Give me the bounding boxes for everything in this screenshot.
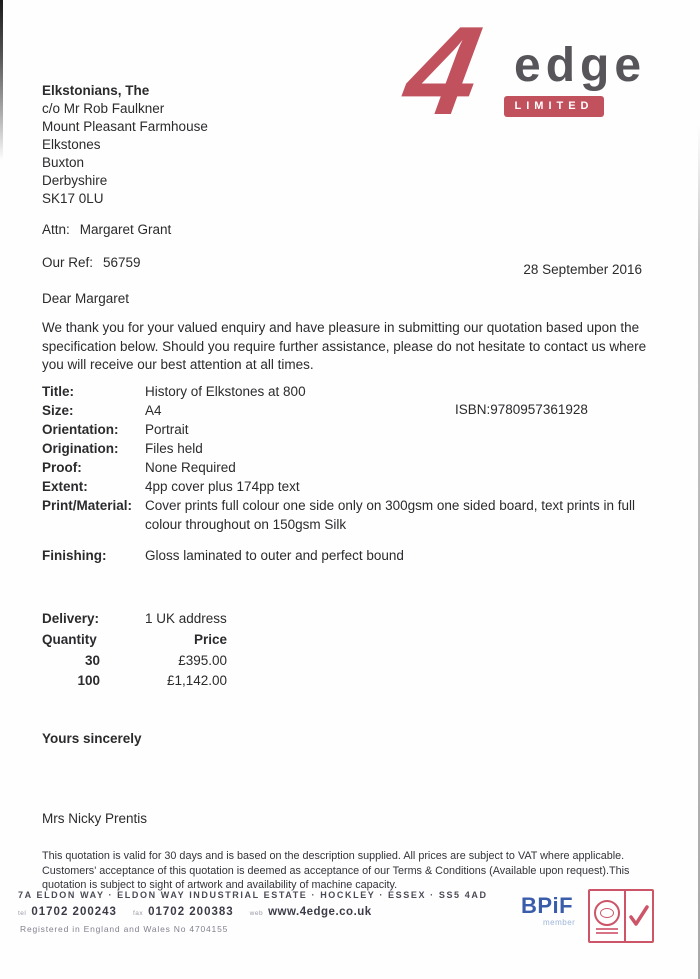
registered-number-line: Registered in England and Wales No 4704155 [20, 924, 229, 934]
isbn-number: ISBN:9780957361928 [455, 402, 588, 417]
finishing-value: Gloss laminated to outer and perfect bound [145, 548, 404, 563]
company-logo [395, 0, 653, 141]
spec-value: A4 [145, 403, 162, 418]
specification-block [42, 382, 664, 534]
recipient-line: Derbyshire [42, 173, 108, 188]
recipient-line: c/o Mr Rob Faulkner [42, 101, 165, 116]
price-row [42, 671, 227, 691]
spec-value: Files held [145, 441, 203, 456]
our-ref-line [42, 255, 141, 270]
bpif-member-logo [521, 895, 575, 927]
spec-label: Title: [42, 384, 75, 399]
spec-label: Origination: [42, 441, 119, 456]
logo-wordmark: edge [514, 39, 647, 92]
pricing-header-row [42, 632, 227, 647]
quantity-header: Quantity [42, 632, 97, 647]
bpif-wordmark: BPiF [521, 893, 574, 918]
spec-value: None Required [145, 460, 236, 475]
quantity-value: 30 [84, 653, 100, 668]
spec-row-orientation [42, 420, 664, 439]
recipient-line: SK17 0LU [42, 191, 104, 206]
price-row [42, 651, 227, 671]
website-url: www.4edge.co.uk [268, 906, 372, 918]
recipient-line: Buxton [42, 155, 85, 170]
logo-numeral: 4 [395, 0, 491, 141]
salutation: Dear Margaret [42, 291, 130, 306]
spec-value: History of Elkstones at 800 [145, 384, 306, 399]
seal-text-line [596, 932, 618, 934]
footer-address: 7A ELDON WAY · ELDON WAY INDUSTRIAL ESTATE · HOCKLEY · ESSEX · SS5 4AD [18, 890, 488, 900]
terms-smallprint: This quotation is valid for 30 days and is based on the description supplied. All prices are subject to VAT where applicable. Customers' acceptance of this quotation is deemed as acceptance of our Terms & Conditions (Available upon request).This quotation is subject to sight of artwork and availability of machine capacity. [42, 850, 630, 891]
spec-row-extent [42, 477, 664, 496]
web-label: web [249, 910, 264, 917]
spec-row-title [42, 382, 664, 401]
letter-date: 28 September 2016 [523, 262, 642, 277]
attn-label: Attn: [42, 222, 70, 237]
checkmark-box [624, 891, 652, 941]
spec-label: Orientation: [42, 422, 119, 437]
signatory-name: Mrs Nicky Prentis [42, 811, 148, 826]
spec-label: Size: [42, 403, 74, 418]
ref-value: 56759 [103, 255, 141, 270]
closing-line: Yours sincerely [42, 731, 142, 746]
tel-label: tel [18, 910, 27, 917]
intro-paragraph: We thank you for your valued enquiry and have pleasure in submitting our quotation based upon the specification below. Should you require further assistance, please do not hesitate to contact us where you will receive our best attention at all times. [42, 320, 647, 372]
price-header: Price [193, 632, 227, 647]
tel-number: 01702 200243 [31, 906, 117, 918]
spec-label: Extent: [42, 479, 88, 494]
recipient-line: Elkstonians, The [42, 83, 150, 98]
fax-label: fax [132, 910, 144, 917]
delivery-label: Delivery: [42, 611, 100, 626]
ref-label: Our Ref: [42, 255, 94, 270]
spec-value: Cover prints full colour one side only on 300gsm one sided board, text prints in full colour throughout on 150gsm Silk [145, 498, 636, 532]
footer-contact-line [18, 906, 372, 918]
spec-row-origination [42, 439, 664, 458]
spec-value: 4pp cover plus 174pp text [145, 479, 300, 494]
bpif-member-label: member [543, 918, 576, 927]
price-value: £1,142.00 [166, 672, 227, 688]
logo-limited-banner: LIMITED [504, 96, 604, 117]
delivery-row [42, 611, 227, 626]
spec-row-proof [42, 458, 664, 477]
spec-value: Portrait [145, 422, 189, 437]
spec-row-print-material [42, 496, 664, 534]
seal-text-line [596, 928, 618, 930]
spec-label: Proof: [42, 460, 82, 475]
finishing-row [42, 548, 404, 563]
pricing-block [42, 611, 227, 690]
attention-line [42, 222, 171, 237]
price-value: £395.00 [178, 653, 227, 668]
recipient-line: Mount Pleasant Farmhouse [42, 119, 208, 134]
checkmark-icon [629, 905, 649, 927]
fax-number: 01702 200383 [148, 906, 234, 918]
quantity-value: 100 [77, 672, 100, 688]
delivery-value: 1 UK address [145, 611, 227, 626]
finishing-label: Finishing: [42, 548, 107, 563]
scan-artifact-left-edge [0, 0, 3, 160]
recipient-address [42, 82, 208, 208]
attn-name: Margaret Grant [79, 222, 172, 237]
seal-inner-icon [600, 908, 614, 918]
quality-certification-stamp [588, 889, 654, 943]
seal-icon [594, 900, 620, 926]
certification-seal [590, 891, 624, 941]
recipient-line: Elkstones [42, 137, 101, 152]
spec-label: Print/Material: [42, 498, 133, 513]
